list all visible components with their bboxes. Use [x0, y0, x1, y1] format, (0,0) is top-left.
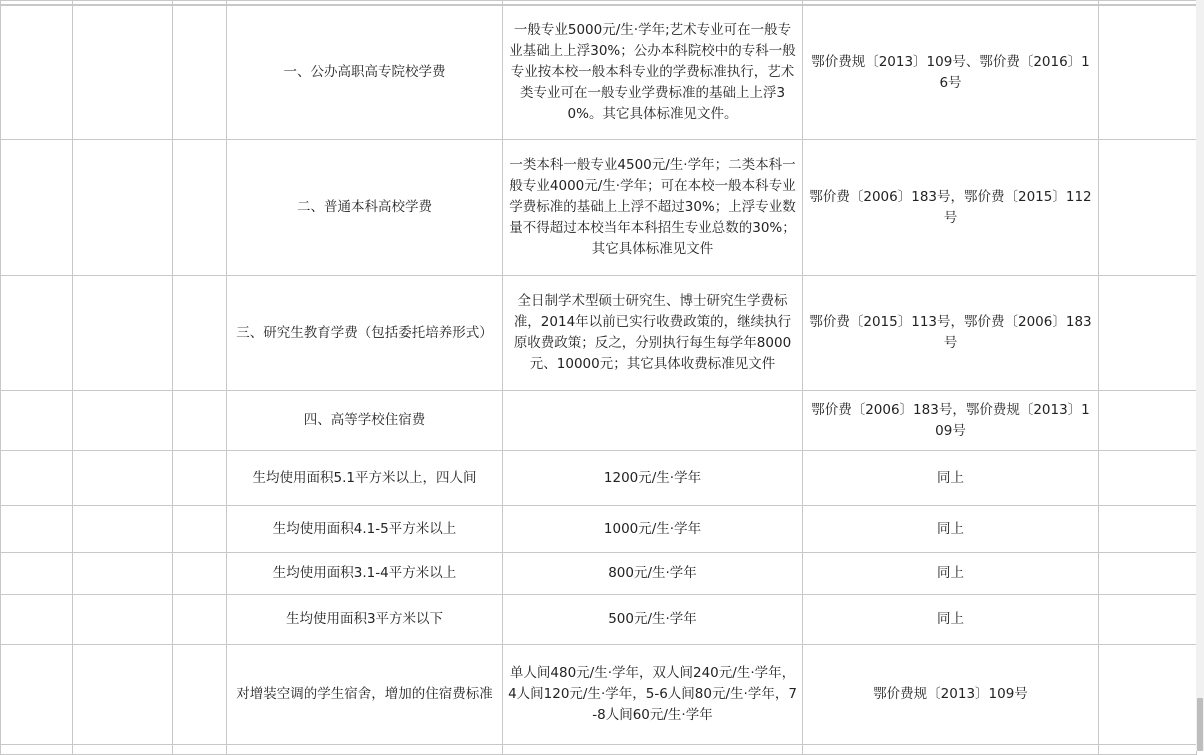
fee-item-cell: 生均使用面积3.1-4平方米以上	[227, 553, 503, 595]
blank-cell	[73, 506, 173, 553]
blank-cell	[173, 506, 227, 553]
fee-item-cell: 三、研究生教育学费（包括委托培养形式）	[227, 276, 503, 391]
policy-basis-cell: 同上	[803, 451, 1099, 506]
table-row	[1, 276, 1197, 391]
blank-cell	[73, 391, 173, 451]
blank-cell	[1099, 276, 1197, 391]
blank-cell	[73, 140, 173, 276]
blank-cell	[1, 595, 73, 645]
blank-cell	[173, 553, 227, 595]
table-row	[1, 595, 1197, 645]
blank-cell	[1, 391, 73, 451]
policy-basis-cell: 鄂价费〔2006〕183号，鄂价费规〔2013〕109号	[803, 391, 1099, 451]
blank-cell	[1099, 506, 1197, 553]
fee-item-cell: 生均使用面积4.1-5平方米以上	[227, 506, 503, 553]
blank-cell	[1099, 391, 1197, 451]
policy-basis-cell: 鄂价费〔2006〕183号，鄂价费〔2015〕112号	[803, 140, 1099, 276]
table-row	[1, 451, 1197, 506]
blank-cell	[173, 140, 227, 276]
blank-cell	[1099, 595, 1197, 645]
fee-standard-cell: 全日制学术型硕士研究生、博士研究生学费标准，2014年以前已实行收费政策的，继续执行原收费政策；反之，分别执行每生每学年8000元、10000元；其它具体收费标准见文件	[503, 276, 803, 391]
policy-basis-cell: 鄂价费规〔2013〕109号	[803, 645, 1099, 745]
blank-cell	[73, 451, 173, 506]
blank-cell	[173, 451, 227, 506]
blank-cell	[1099, 553, 1197, 595]
table-row	[1, 553, 1197, 595]
fee-standard-cell: 1000元/生·学年	[503, 506, 803, 553]
blank-cell	[173, 6, 227, 140]
table-row	[1, 140, 1197, 276]
blank-cell	[1, 645, 73, 745]
fee-standard-cell: 1200元/生·学年	[503, 451, 803, 506]
fee-standard-cell: 800元/生·学年	[503, 553, 803, 595]
fee-item-cell: 四、高等学校住宿费	[227, 391, 503, 451]
vertical-scrollbar[interactable]	[1196, 0, 1204, 751]
fee-standard-cell: 单人间480元/生·学年，双人间240元/生·学年，4人间120元/生·学年，5-6人间80元/生·学年，7-8人间60元/生·学年	[503, 645, 803, 745]
table-row-bottom-partial	[1, 745, 1197, 755]
blank-cell	[1, 276, 73, 391]
blank-cell	[73, 6, 173, 140]
policy-basis-cell: 同上	[803, 553, 1099, 595]
fee-standard-cell: 一类本科一般专业4500元/生·学年；二类本科一般专业4000元/生·学年；可在本校一般本科专业学费标准的基础上上浮不超过30%；上浮专业数量不得超过本校当年本科招生专业总数的30%；其它具体标准见文件	[503, 140, 803, 276]
blank-cell	[73, 553, 173, 595]
fee-item-cell: 对增装空调的学生宿舍，增加的住宿费标准	[227, 645, 503, 745]
blank-cell	[173, 595, 227, 645]
blank-cell	[1, 451, 73, 506]
blank-cell	[173, 276, 227, 391]
blank-cell	[1099, 451, 1197, 506]
blank-cell	[1099, 6, 1197, 140]
blank-cell	[73, 276, 173, 391]
table-row	[1, 6, 1197, 140]
blank-cell	[1, 506, 73, 553]
table-row	[1, 645, 1197, 745]
blank-cell	[1, 140, 73, 276]
table-top-border	[0, 0, 1196, 5]
blank-cell	[173, 645, 227, 745]
blank-cell	[173, 391, 227, 451]
fee-item-cell: 二、普通本科高校学费	[227, 140, 503, 276]
table-row	[1, 391, 1197, 451]
fee-standard-cell: 一般专业5000元/生·学年;艺术专业可在一般专业基础上上浮30%；公办本科院校中的专科一般专业按本校一般本科专业的学费标准执行，艺术类专业可在一般专业学费标准的基础上上浮30%。其它具体标准见文件。	[503, 6, 803, 140]
policy-basis-cell: 鄂价费〔2015〕113号，鄂价费〔2006〕183号	[803, 276, 1099, 391]
policy-basis-cell: 同上	[803, 595, 1099, 645]
blank-cell	[73, 645, 173, 745]
fee-item-cell: 生均使用面积3平方米以下	[227, 595, 503, 645]
blank-cell	[1099, 140, 1197, 276]
blank-cell	[1, 6, 73, 140]
table-row	[1, 506, 1197, 553]
blank-cell	[1, 553, 73, 595]
policy-basis-cell: 鄂价费规〔2013〕109号、鄂价费〔2016〕16号	[803, 6, 1099, 140]
scrollbar-thumb[interactable]	[1197, 698, 1203, 751]
fee-standard-cell: 500元/生·学年	[503, 595, 803, 645]
policy-basis-cell: 同上	[803, 506, 1099, 553]
blank-cell	[1099, 645, 1197, 745]
blank-cell	[73, 595, 173, 645]
fee-item-cell: 一、公办高职高专院校学费	[227, 6, 503, 140]
fee-item-cell: 生均使用面积5.1平方米以上，四人间	[227, 451, 503, 506]
fee-standard-cell	[503, 391, 803, 451]
